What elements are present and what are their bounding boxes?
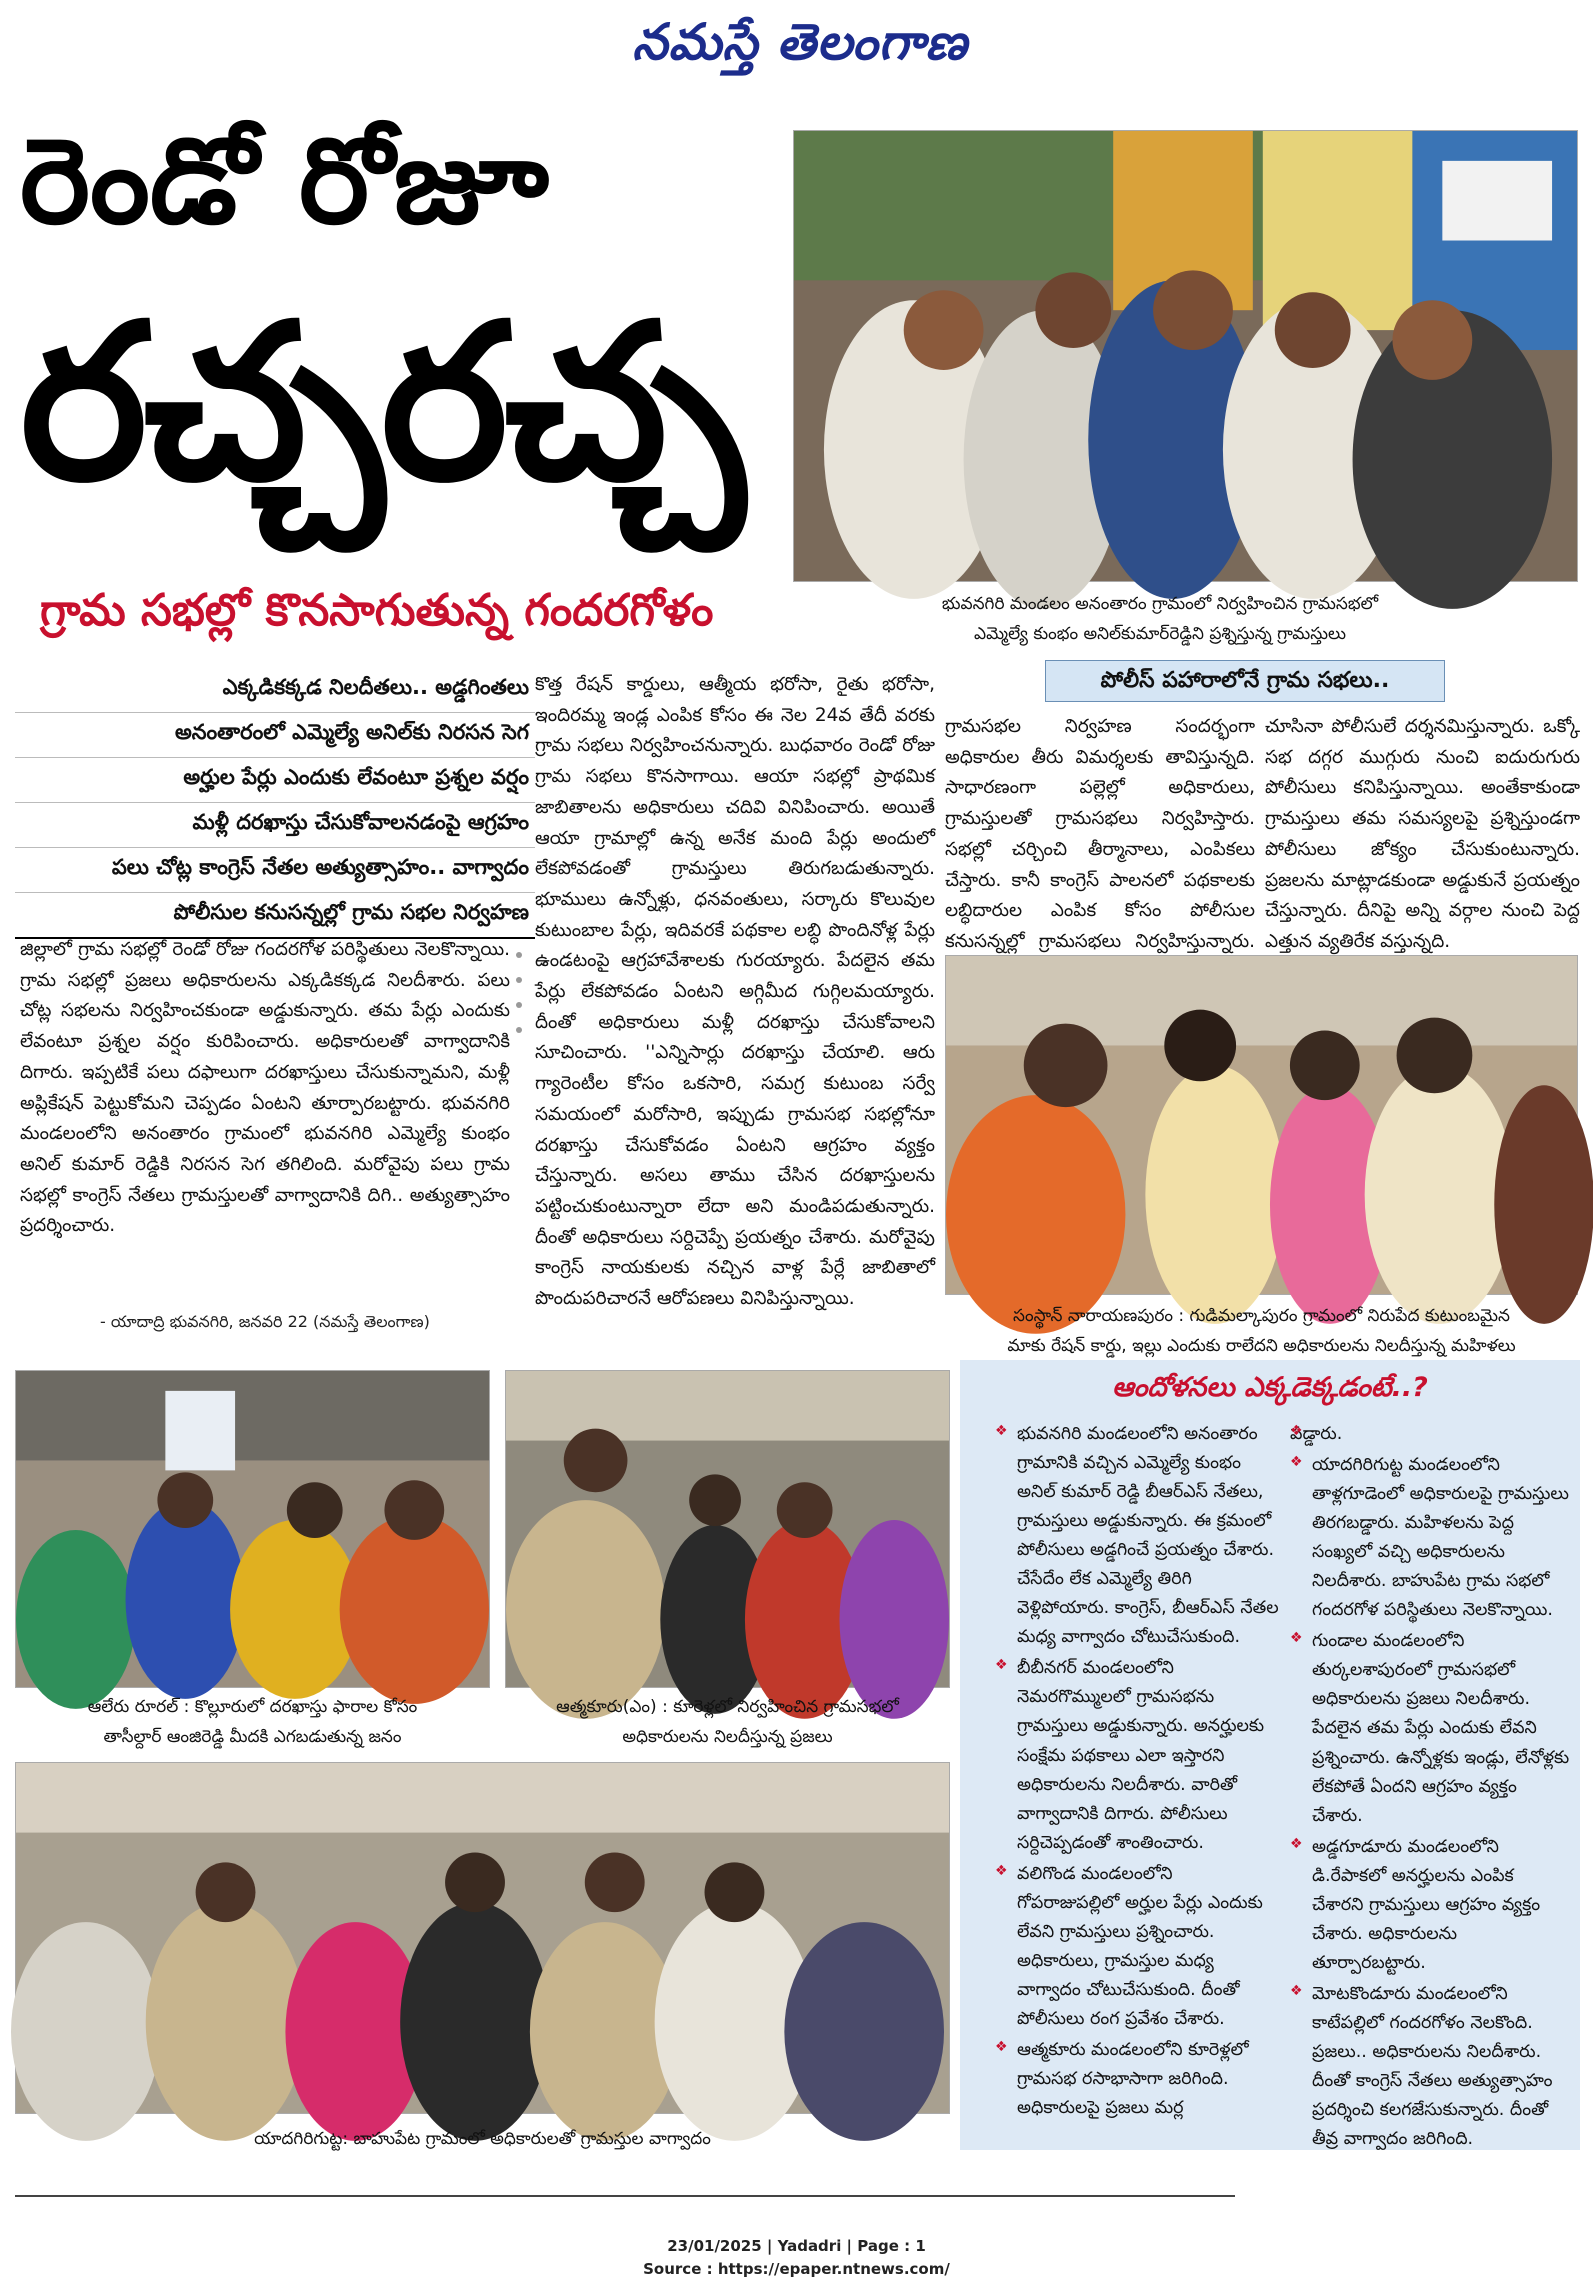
top-photo-caption: భువనగిరి మండలం అనంతారం గ్రామంలో నిర్వహించిన గ్రామసభలో ఎమ్మెల్యే కుంభం అనిల్‌కుమార్‌రెడ్డిని ప్రశ్నిస్తున్న గ్రామస్తులు — [941, 594, 1379, 644]
yadagirigutta-caption: యాదగిరిగుట్ట: బాహుపేట గ్రామంలో అధికారులతో గ్రామస్తుల వాగ్వాదం — [254, 2129, 711, 2149]
highlight-item: పలు చోట్ల కాంగ్రెస్ నేతల అత్యుత్సాహం.. వాగ్వాదం — [15, 848, 535, 893]
footer-date-edition: 23/01/2025 | Yadadri | Page : 1 — [667, 2237, 926, 2255]
subheadline: గ్రామ సభల్లో కొనసాగుతున్న గందరగోళం — [40, 585, 714, 636]
photo-women-protest — [945, 955, 1578, 1295]
protest-item-continued: ❖ పడ్డారు. — [1290, 1420, 1570, 1449]
photo-atmakur-police — [505, 1370, 950, 1688]
photo-yadagirigutta-argument — [15, 1762, 950, 2114]
highlights-list — [15, 668, 535, 939]
atmakur-caption: ఆత్మకూరు(ఎం) : కూరెళ్లలో నిర్వహించిన గ్రామసభలో అధికారులను నిలదీస్తున్న ప్రజలు — [556, 1697, 899, 1747]
women-photo-caption: సంస్థాన్ నారాయణపురం : గుడిమల్కాపురం గ్రామంలో నిరుపేద కుటుంబమైన మాకు రేషన్ కార్డు, ఇల్లు ఎందుకు రాలేదని అధికారులను నిలదీస్తున్న మహిళలు — [1007, 1306, 1516, 1356]
intro-paragraph: జిల్లాలో గ్రామ సభల్లో రెండో రోజు గందరగోళ పరిస్థితులు నెలకొన్నాయి. గ్రామ సభల్లో ప్రజలు అధికారులను ఎక్కడికక్కడ నిలదీశారు. పలు చోట్ల సభలను నిర్వహించకుండా అడ్డుకున్నారు. తమ పేర్లు ఎందుకు లేవంటూ ప్రశ్నల వర్షం కురిపించారు. అధికారులతో వాగ్వాదానికి దిగారు. ఇప్పటికే పలు దఫాలుగా దరఖాస్తులు చేసుకున్నామని, మళ్లీ అప్లికేషన్ పెట్టుకోమని చెప్పడం ఏంటని తూర్పారబట్టారు. భువనగిరి మండలంలోని అనంతారం గ్రామంలో భువనగిరి ఎమ్మెల్యే కుంభం అనిల్ కుమార్ రెడ్డికి నిరసన సెగ తగిలింది. మరోవైపు పలు గ్రామ సభల్లో కాంగ్రెస్ నేతలు గ్రామస్తులతో వాగ్వాదానికి దిగి.. అత్యుత్సాహం ప్రదర్శించారు. — [20, 939, 510, 1237]
highlight-item: అర్హుల పేర్లు ఎందుకు లేవంటూ ప్రశ్నల వర్షం — [15, 758, 535, 803]
highlight-item: మళ్లీ దరఖాస్తు చేసుకోవాలనడంపై ఆగ్రహం — [15, 803, 535, 848]
headline-line-2: రచ్చరచ్చ — [20, 277, 742, 528]
photo-aleru-crowd — [15, 1370, 490, 1688]
protest-item: ❖ బీబీనగర్ మండలంలోని నెమరగొమ్ములలో గ్రామసభను గ్రామస్తులు అడ్డుకున్నారు. అనర్హులకు సంక్షేమ పథకాలు ఎలా ఇస్తారని అధికారులను నిలదీశారు. వారితో వాగ్వాదానికి దిగారు. పోలీసులు సర్దిచెప్పడంతో శాంతించారు. — [995, 1654, 1280, 1857]
highlight-item: అనంతారంలో ఎమ్మెల్యే అనిల్‌కు నిరసన సెగ — [15, 713, 535, 758]
photo-mla-crowd — [793, 130, 1578, 582]
protests-column-1 — [995, 1420, 1280, 2140]
protest-item: ❖ మోటకొండూరు మండలంలోని కాటేపల్లిలో గందరగోళం నెలకొంది. ప్రజలు.. అధికారులను నిలదీశారు. దీంతో కాంగ్రెస్ నేతలు అత్యుత్సాహం ప్రదర్శించి కలగజేసుకున్నారు. దీంతో తీవ్ర వాగ్వాదం జరిగింది. — [1290, 1980, 1570, 2154]
protest-item: ❖ యాదగిరిగుట్ట మండలంలోని తాళ్లగూడెంలో అధికారులపై గ్రామస్తులు తిరగబడ్డారు. మహిళలను పెద్ద సంఖ్యలో వచ్చి అధికారులను నిలదీశారు. బాహుపేట గ్రామ సభలో గందరగోళ పరిస్థితులు నెలకొన్నాయి. — [1290, 1451, 1570, 1625]
police-paragraph-left: గ్రామసభల నిర్వహణ సందర్భంగా అధికారుల తీరు విమర్శలకు తావిస్తున్నది. సాధారణంగా పల్లెల్లో అధికారులు, గ్రామస్తులతో గ్రామసభలు నిర్వహిస్తారు. సభల్లో చర్చించి తీర్మానాలు, ఎంపికలు చేస్తారు. కానీ కాంగ్రెస్ పాలనలో పథకాలకు లబ్ధిదారుల ఎంపిక కోసం పోలీసుల కనుసన్నల్లో గ్రామసభలు నిర్వహిస్తున్నారు. — [945, 716, 1255, 952]
byline: - యాదాద్రి భువనగిరి, జనవరి 22 (నమస్తే తెలంగాణ) — [100, 1312, 430, 1331]
protest-item: ❖ అడ్డగూడూరు మండలంలోని డి.రేపాకలో అనర్హులను ఎంపిక చేశారని గ్రామస్తులు ఆగ్రహం వ్యక్తం చేశారు. అధికారులను తూర్పారబట్టారు. — [1290, 1833, 1570, 1978]
footer — [0, 2235, 1593, 2280]
police-paragraph-right: చూసినా పోలీసులే దర్శనమిస్తున్నారు. ఒక్కో సభ దగ్గర ముగ్గురు నుంచి ఐదురుగురు పోలీసులు కనిపిస్తున్నాయి. అంతేకాకుండా గ్రామస్తులు తమ సమస్యలపై ప్రశ్నిస్తుండగా పోలీసులు జోక్యం చేసుకుంటున్నారు. ప్రజలను మాట్లాడకుండా అడ్డుకునే ప్రయత్నం చేస్తున్నారు. దీనిపై అన్ని వర్గాల నుంచి పెద్ద ఎత్తున వ్యతిరేక వస్తున్నది. — [1265, 716, 1580, 952]
column-divider — [515, 950, 523, 1040]
protest-item: ❖ వలిగొండ మండలంలోని గోపరాజుపల్లిలో అర్హుల పేర్లు ఎందుకు లేవని గ్రామస్తులు ప్రశ్నించారు. అధికారులు, గ్రామస్తుల మధ్య వాగ్వాదం చోటుచేసుకుంది. దీంతో పోలీసులు రంగ ప్రవేశం చేశారు. — [995, 1860, 1280, 2034]
aleru-caption: ఆలేరు రూరల్ : కొల్లూరులో దరఖాస్తు ఫారాల కోసం తాసీల్దార్ ఆంజిరెడ్డి మీదకి ఎగబడుతున్న జనం — [87, 1697, 418, 1747]
masthead-logo: నమస్తే తెలంగాణ — [632, 12, 968, 71]
protests-title: ఆందోళనలు ఎక్కడెక్కడంటే..? — [1112, 1372, 1428, 1403]
highlight-item: ఎక్కడికక్కడ నిలదీతలు.. అడ్డగింతలు — [15, 668, 535, 713]
protest-item: ❖ భువనగిరి మండలంలోని అనంతారం గ్రామానికి వచ్చిన ఎమ్మెల్యే కుంభం అనిల్ కుమార్ రెడ్డి బీఆర్ఎస్ నేతలు, గ్రామస్తులు అడ్డుకున్నారు. ఈ క్రమంలో పోలీసులు అడ్డగించే ప్రయత్నం చేశారు. చేసేదేం లేక ఎమ్మెల్యే తిరిగి వెళ్లిపోయారు. కాంగ్రెస్, బీఆర్ఎస్ నేతల మధ్య వాగ్వాదం చోటుచేసుకుంది. — [995, 1420, 1280, 1652]
protest-item: ❖ గుండాల మండలంలోని తుర్కలశాపురంలో గ్రామసభలో అధికారులను ప్రజలు నిలదీశారు. పేదలైన తమ పేర్లు ఎందుకు లేవని ప్రశ్నించారు. ఉన్నోళ్లకు ఇండ్లు, లేనోళ్లకు లేకపోతే ఏందని ఆగ్రహం వ్యక్తం చేశారు. — [1290, 1627, 1570, 1830]
middle-paragraph: కొత్త రేషన్ కార్డులు, ఆత్మీయ భరోసా, రైతు భరోసా, ఇందిరమ్మ ఇండ్ల ఎంపిక కోసం ఈ నెల 24వ తేదీ వరకు గ్రామ సభలు నిర్వహించనున్నారు. బుధవారం రెండో రోజు గ్రామ సభలు కొనసాగాయి. ఆయా సభల్లో ప్రాథమిక జాబితాలను అధికారులు చదివి వినిపించారు. అయితే ఆయా గ్రామాల్లో ఉన్న అనేక మంది పేర్లు అందులో లేకపోవడంతో గ్రామస్తులు తిరుగబడుతున్నారు. భూములు ఉన్నోళ్లు, ధనవంతులు, సర్కారు కొలువుల కుటుంబాల పేర్లు, ఇదివరకే పథకాల లబ్ధి పొందినోళ్ల పేర్లు ఉండటంపై ఆగ్రహావేశాలకు గురయ్యారు. పేదలైన తమ పేర్లు లేకపోవడం ఏంటని అగ్గిమీద గుగ్గిలమయ్యారు. దీంతో అధికారులు మళ్లీ దరఖాస్తు చేసుకోవాలని సూచించారు. ''ఎన్నిసార్లు దరఖాస్తు చేయాలి. ఆరు గ్యారెంటీల కోసం ఒకసారి, సమగ్ర కుటుంబ సర్వే సమయంలో మరోసారి, ఇప్పుడు గ్రామసభ సభల్లోనూ దరఖాస్తు చేసుకోవడం ఏంటని ఆగ్రహం వ్యక్తం చేస్తున్నారు. అసలు తాము చేసిన దరఖాస్తులను పట్టించుకుంటున్నారా లేదా అని మండిపడుతున్నారు. దీంతో అధికారులు సర్దిచెప్పే ప్రయత్నం చేశారు. మరోవైపు కాంగ్రెస్ నాయకులకు నచ్చిన వాళ్ల పేర్లే జాబితాలో పొందుపరిచారనే ఆరోపణలు వినిపిస్తున్నాయి. — [535, 674, 935, 1310]
footer-source-link[interactable]: Source : https://epaper.ntnews.com/ — [643, 2259, 950, 2278]
highlight-item: పోలీసుల కనుసన్నల్లో గ్రామ సభల నిర్వహణ — [15, 893, 535, 939]
footer-rule — [15, 2195, 1235, 2197]
protests-column-2 — [1290, 1420, 1570, 2150]
headline-line-1: రెండో రోజూ — [20, 112, 549, 250]
protest-item: ❖ ఆత్మకూరు మండలంలోని కూరెళ్లలో గ్రామసభ రసాభాసాగా జరిగింది. అధికారులపై ప్రజలు మర్ల — [995, 2036, 1280, 2123]
police-section-title: పోలీస్ పహారాలోనే గ్రామ సభలు.. — [1045, 660, 1445, 702]
